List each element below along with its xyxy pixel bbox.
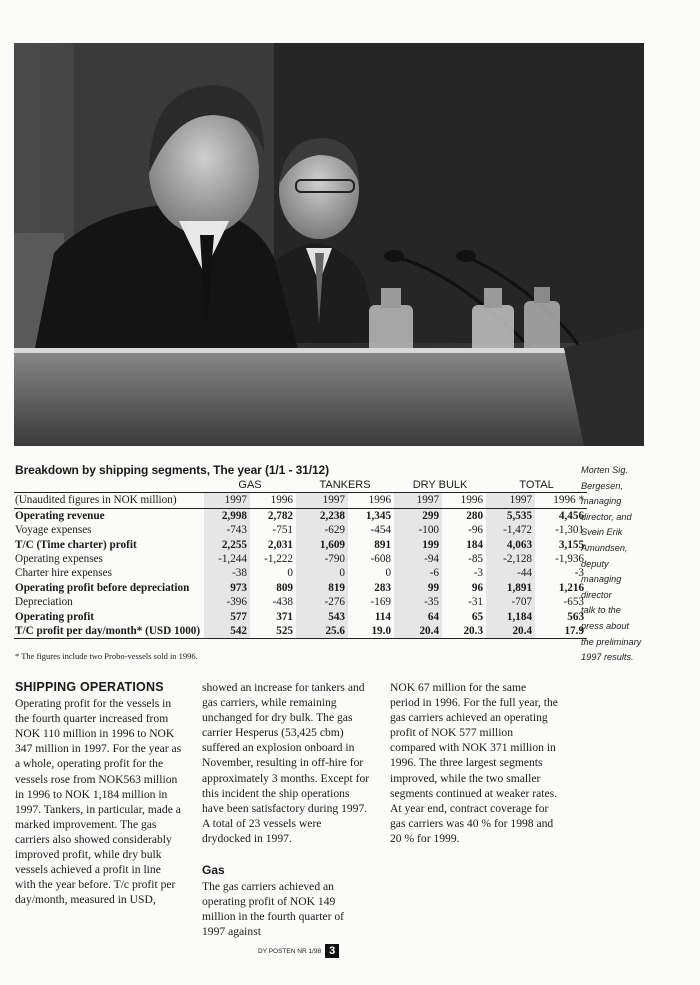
value-cell: -653	[563, 596, 585, 609]
value-cell: 0	[287, 567, 294, 580]
year-cell: 1997	[486, 493, 535, 508]
value-cell: 1,891	[486, 581, 535, 595]
value-cell: 2,998	[204, 508, 250, 523]
value-cell: 299	[394, 508, 442, 523]
value-cell: 280	[466, 509, 484, 522]
press-conference-photo	[14, 43, 644, 446]
value-cell: 2,238	[296, 508, 348, 523]
year-cell: 1997	[394, 493, 442, 508]
table-row	[14, 508, 587, 523]
table-row	[14, 552, 587, 566]
caption-line: the preliminary	[581, 636, 642, 647]
value-cell: -31	[468, 596, 484, 609]
value-cell: 114	[374, 610, 392, 623]
value-cell: -743	[204, 523, 250, 537]
value-cell: 3,155	[558, 538, 585, 551]
value-cell: -790	[296, 552, 348, 566]
value-cell: 17.9	[535, 624, 587, 639]
value-cell: 5,535	[486, 508, 535, 523]
table-row	[14, 566, 587, 580]
value-cell: -751	[272, 524, 294, 537]
value-cell: -1,936	[555, 553, 585, 566]
value-cell: -6	[394, 566, 442, 580]
page-number: 3	[325, 944, 339, 958]
value-cell: 4,063	[486, 538, 535, 552]
row-label: T/C (Time charter) profit	[15, 538, 137, 551]
table-row	[14, 581, 587, 595]
caption-line: deputy	[581, 558, 609, 569]
value-cell: -454	[370, 524, 392, 537]
caption-line: press about	[581, 620, 630, 631]
segments-table	[14, 478, 587, 639]
photo-caption	[581, 463, 661, 666]
row-label: Operating revenue	[15, 509, 105, 522]
value-cell: 65	[471, 610, 484, 623]
row-label: Operating expenses	[15, 553, 103, 566]
value-cell: 20.3	[442, 624, 486, 639]
value-cell: 809	[276, 581, 294, 594]
value-cell: 4,456	[558, 509, 585, 522]
publication-name: DY POSTEN NR 1/98	[258, 947, 322, 955]
table-row	[14, 624, 587, 639]
value-cell: 525	[250, 624, 296, 639]
table-row	[14, 538, 587, 552]
caption-line: talk to the	[581, 605, 621, 616]
value-cell: -3	[574, 567, 585, 580]
group-header: GAS	[204, 478, 296, 493]
value-cell: -276	[296, 595, 348, 609]
year-cell: 1996	[442, 493, 486, 508]
value-cell: -44	[486, 566, 535, 580]
value-cell: 2,031	[267, 538, 294, 551]
article-paragraph: NOK 67 million for the same period in 1996. For the full year, the gas carriers achieved an operating profit of NOK 577 million compared with NOK 371 million in 1996. The three largest segments improved, while the two smaller segments continued at weaker rates. At year end, contract coverage for gas carriers was 40 % for 1998 and 20 % for 1999.	[390, 681, 558, 845]
year-cell: 1996 *	[535, 493, 587, 508]
value-cell: -438	[272, 596, 294, 609]
value-cell: -85	[468, 553, 484, 566]
group-header: TOTAL	[486, 478, 587, 493]
value-cell: 184	[466, 538, 484, 551]
value-cell: -1,301	[555, 524, 585, 537]
value-cell: 20.4	[394, 624, 442, 639]
value-cell: 973	[204, 581, 250, 595]
value-cell: 283	[374, 581, 392, 594]
gas-subheading: Gas	[202, 863, 225, 878]
row-label: T/C profit per day/month* (USD 1000)	[14, 624, 204, 639]
article-paragraph: showed an increase for tankers and gas carriers, while remaining unchanged for dry bulk. The gas carrier Hesperus (53,425 cbm) suffered an explosion onboard in November, resulting in off-hire for approximately 3 months. Except for this incident the ship operations have been satisfactory during 1997. A total of 23 vessels were drydocked in 1997.	[202, 681, 370, 845]
year-cell: 1997	[296, 493, 348, 508]
caption-line: director	[581, 589, 612, 600]
value-cell: 99	[394, 581, 442, 595]
value-cell: 577	[204, 610, 250, 624]
article-column-1	[15, 680, 183, 907]
value-cell: -608	[370, 553, 392, 566]
group-header: DRY BULK	[394, 478, 486, 493]
value-cell: 199	[394, 538, 442, 552]
year-cell: 1996	[348, 493, 394, 508]
value-cell: -1,244	[204, 552, 250, 566]
value-cell: 96	[471, 581, 484, 594]
value-cell: -2,128	[486, 552, 535, 566]
value-cell: 64	[394, 610, 442, 624]
value-cell: -169	[370, 596, 392, 609]
year-cell: 1996	[250, 493, 296, 508]
caption-line: Morten Sig.	[581, 465, 628, 475]
group-header: TANKERS	[296, 478, 394, 493]
unaudited-note: (Unaudited figures in NOK million)	[14, 493, 204, 508]
value-cell: 2,255	[204, 538, 250, 552]
value-cell: -35	[394, 595, 442, 609]
page-footer	[258, 944, 339, 958]
value-cell: 1,609	[296, 538, 348, 552]
value-cell: 1,345	[365, 509, 392, 522]
article-column-2	[202, 680, 370, 940]
article-paragraph: The gas carriers achieved an operating profit of NOK 149 million in the fourth quarter of 1997 against	[202, 880, 344, 939]
table-row	[14, 523, 587, 537]
caption-line: Bergesen,	[581, 480, 623, 491]
value-cell: 0	[296, 566, 348, 580]
value-cell: -396	[204, 595, 250, 609]
value-cell: 20.4	[486, 624, 535, 639]
value-cell: 891	[374, 538, 392, 551]
value-cell: -3	[473, 567, 484, 580]
group-header-row	[14, 478, 587, 493]
value-cell: -1,472	[486, 523, 535, 537]
value-cell: -94	[394, 552, 442, 566]
value-cell: 371	[276, 610, 294, 623]
caption-line: Svein Erik	[581, 527, 623, 538]
value-cell: 542	[204, 624, 250, 639]
row-label: Operating profit before depreciation	[15, 581, 190, 594]
caption-line: Amundsen,	[581, 542, 628, 553]
value-cell: 1,216	[558, 581, 585, 594]
table-footnote: * The figures include two Probo-vessels sold in 1996.	[15, 651, 198, 661]
table-row	[14, 595, 587, 609]
caption-line: 1997 results.	[581, 652, 634, 663]
value-cell: 819	[296, 581, 348, 595]
row-label: Voyage expenses	[15, 524, 92, 537]
value-cell: 2,782	[267, 509, 294, 522]
year-cell: 1997	[204, 493, 250, 508]
value-cell: -38	[204, 566, 250, 580]
value-cell: -707	[486, 595, 535, 609]
value-cell: 19.0	[348, 624, 394, 639]
value-cell: -1,222	[264, 553, 294, 566]
value-cell: 25.6	[296, 624, 348, 639]
article-column-3	[390, 680, 558, 846]
value-cell: -100	[394, 523, 442, 537]
row-label: Operating profit	[15, 610, 95, 623]
row-label: Charter hire expenses	[15, 567, 112, 580]
article-heading: SHIPPING OPERATIONS	[15, 680, 164, 694]
value-cell: -629	[296, 523, 348, 537]
value-cell: 543	[296, 610, 348, 624]
row-label: Depreciation	[15, 596, 73, 609]
caption-line: managing	[581, 496, 622, 507]
value-cell: -96	[468, 524, 484, 537]
year-row	[14, 493, 587, 508]
article-paragraph: Operating profit for the vessels in the fourth quarter increased from NOK 110 million in 1996 to NOK 347 million in 1997. For the year as a whole, operating profit for the vessels rose from NOK563 million in 1996 to NOK 1,184 million in 1997. Tankers, in particular, made a marked improvement. The gas carriers also showed considerably improved profit, while dry bulk vessels achieved a profit in line with the year before. T/c profit per day/month, measured in USD,	[15, 697, 182, 907]
value-cell: 563	[567, 610, 585, 623]
value-cell: 1,184	[486, 610, 535, 624]
table-title: Breakdown by shipping segments, The year (1/1 - 31/12)	[15, 463, 330, 477]
table-row	[14, 610, 587, 624]
caption-line: director, and	[581, 511, 632, 522]
caption-line: managing	[581, 574, 622, 585]
value-cell: 0	[385, 567, 392, 580]
